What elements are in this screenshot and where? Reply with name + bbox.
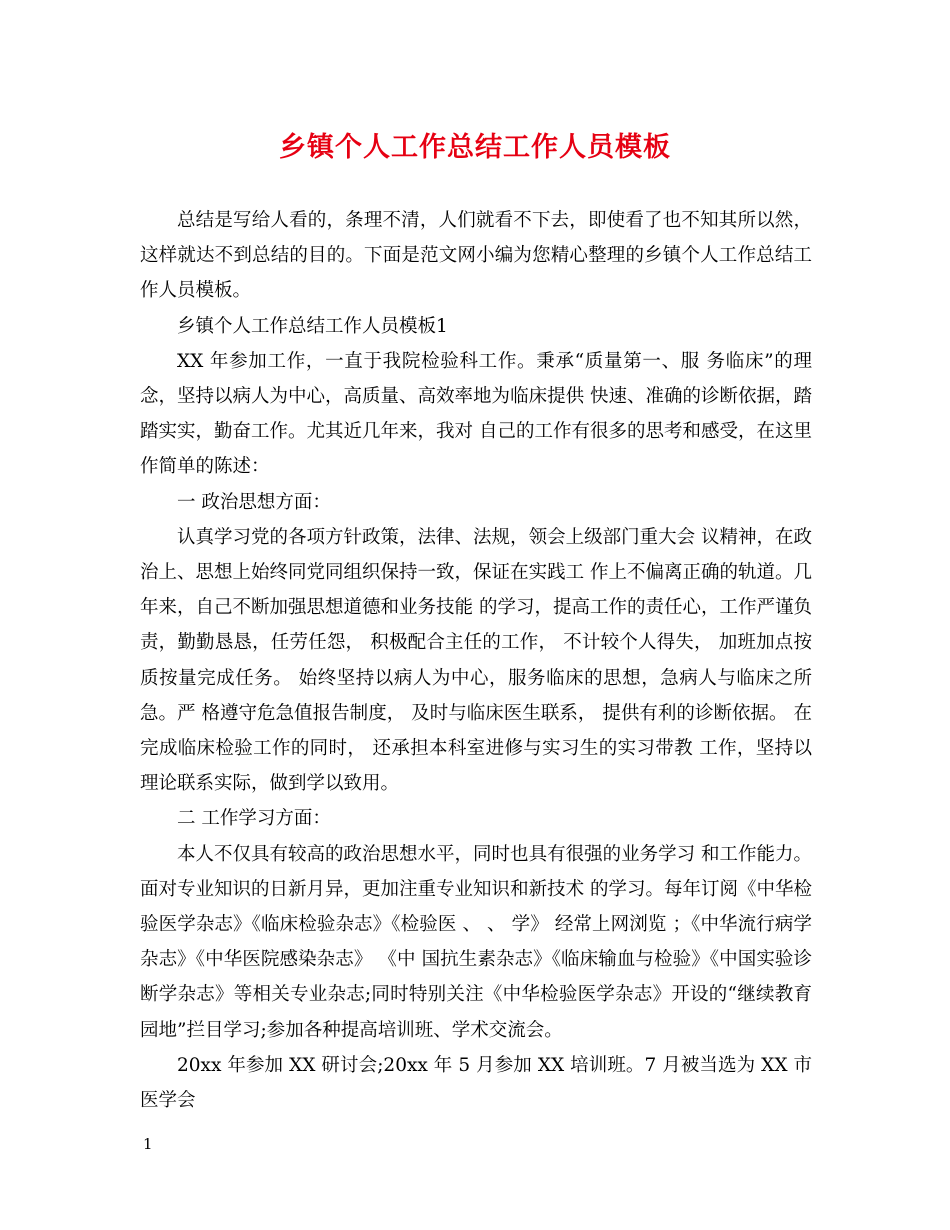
document-body [140,203,812,1118]
paragraph-intro: 总结是写给人看的，条理不清，人们就看不下去，即使看了也不知其所以然，这样就达不到总结的目的。下面是范文网小编为您精心整理的乡镇个人工作总结工作人员模板。 [140,210,812,302]
paragraph-work-overview: XX 年参加工作，一直于我院检验科工作。秉承“质量第一、服 务临床”的理念，坚持以病人为中心，高质量、高效率地为临床提供 快速、准确的诊断依据，踏踏实实，勤奋工作。尤其近几年来，我对 自己的工作有很多的思考和感受，在这里作简单的陈述： [140,350,812,478]
paragraph-political: 认真学习党的各项方针政策，法律、法规，领会上级部门重大会 议精神，在政治上、思想上始终同党同组织保持一致，保证在实践工 作上不偏离正确的轨道。几年来，自己不断加强思想道德和业务技能 的学习，提高工作的责任心，工作严谨负责，勤勤恳恳，任劳任怨， 积极配合主任的工作， 不计较个人得失， 加班加点按质按量完成任务。 始终坚持以病人为中心，服务临床的思想，急病人与临床之所急。严 格遵守危急值报告制度， 及时与临床医生联系， 提供有利的诊断依据。 在完成临床检验工作的同时， 还承担本科室进修与实习生的实习带教 工作，坚持以理论联系实际，做到学以致用。 [140,526,812,795]
paragraph-training: 20xx 年参加 XX 研讨会;20xx 年 5 月参加 XX 培训班。7 月被当选为 XX 市医学会 [140,1054,812,1112]
paragraph-template-heading: 乡镇个人工作总结工作人员模板1 [177,315,448,337]
document-title: 乡镇个人工作总结工作人员模板 [279,132,671,163]
section-heading-political: 一 政治思想方面： [177,491,331,513]
section-heading-study: 二 工作学习方面： [177,808,331,830]
page-number: 1 [143,1135,153,1153]
paragraph-study: 本人不仅具有较高的政治思想水平，同时也具有很强的业务学习 和工作能力。面对专业知识的日新月异，更加注重专业知识和新技术 的学习。每年订阅《中华检验医学杂志》《临床检验杂志》《检验医 、 、 学》 经常上网浏览 ；《中华流行病学杂志》《中华医院感染杂志》 《中 国抗生素杂志》《临床输血与检验》《中国实验诊断学杂志》等相关专业杂志;同时特别关注《中华检验医学杂志》开设的“继续教育园地”拦目学习;参加各种提高培训班、学术交流会。 [140,843,812,1041]
